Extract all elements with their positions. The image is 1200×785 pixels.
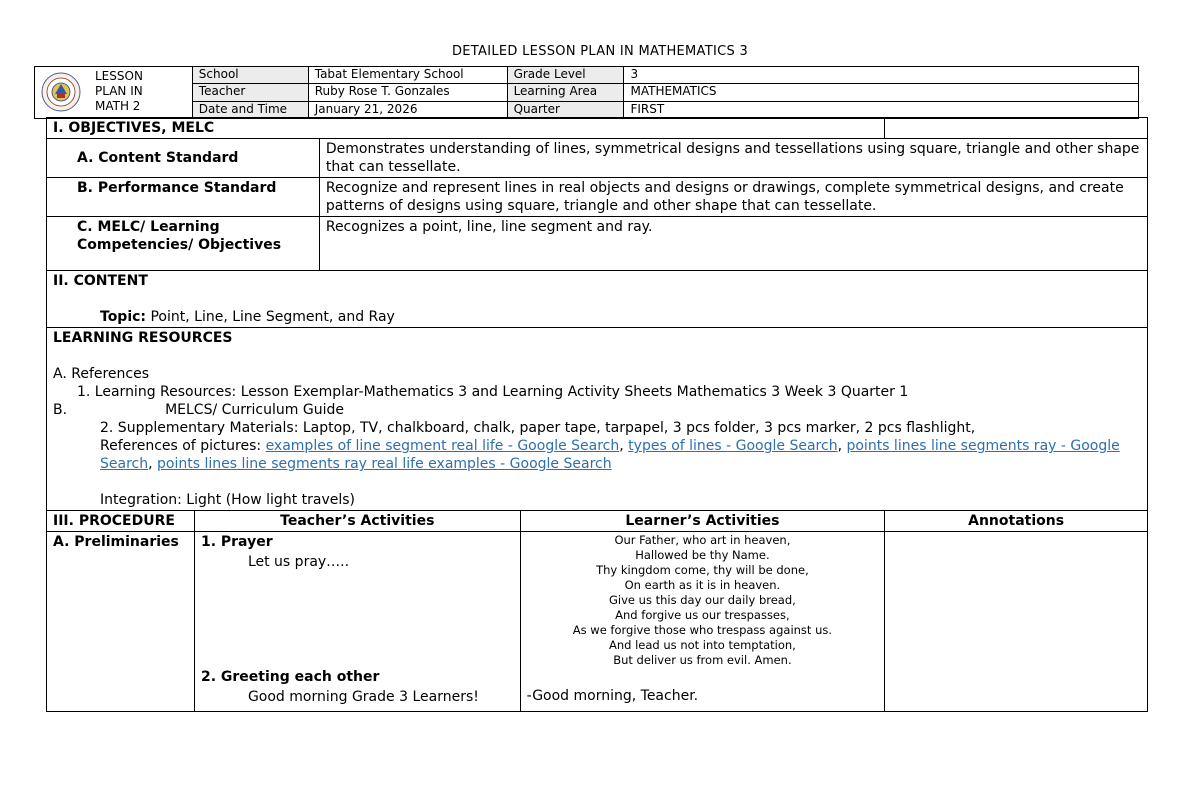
greeting-title: 2. Greeting each other [200, 669, 380, 685]
greeting-teacher-text: Good morning Grade 3 Learners! [247, 689, 479, 705]
lesson-plan-label: LESSON PLAN IN MATH 2 [95, 69, 143, 113]
link-points-lines-segments-ray[interactable]: points lines line segments ray - Google Search [100, 438, 1120, 472]
prayer-text: Our Father, who art in heaven, Hallowed be thy Name. Thy kingdom come, thy will be done, On earth as it is in heaven. Give us this day our daily bread, And forgive us our trespasses, As we forgive those who trespass against us. And lead us not into temptation, But deliver us from evil. Amen. [572, 533, 833, 667]
content-heading: II. CONTENT [53, 273, 148, 289]
resources-b-row: B. MELCS/ Curriculum Guide [53, 402, 344, 418]
document-title: DETAILED LESSON PLAN IN MATHEMATICS 3 [451, 44, 749, 59]
performance-standard-label: B. Performance Standard [47, 178, 320, 217]
content-standard-label: A. Content Standard [47, 139, 320, 178]
prayer-title: 1. Prayer [200, 534, 273, 550]
references-label: A. References [53, 366, 150, 382]
resources-heading: LEARNING RESOURCES [53, 330, 233, 346]
learner-activities-cell [520, 532, 885, 712]
prayer-teacher-text: Let us pray….. [247, 554, 350, 570]
logo-cell [35, 67, 193, 119]
link-line-segment-examples[interactable]: examples of line segment real life - Google Search [265, 438, 620, 454]
objectives-blank [885, 118, 1148, 139]
col-learner-activities: Learner’s Activities [520, 511, 885, 532]
teacher-label: Teacher [192, 84, 308, 101]
topic-text: Point, Line, Line Segment, and Ray [150, 309, 395, 325]
col-annotations: Annotations [885, 511, 1148, 532]
topic-label: Topic: [100, 309, 147, 325]
resources-item-1: 1. Learning Resources: Lesson Exemplar-Mathematics 3 and Learning Activity Sheets Mathematics 3 Week 3 Quarter 1 [77, 384, 909, 400]
teacher-activities-cell [194, 532, 520, 712]
melc-label: C. MELC/ Learning Competencies/ Objectives [47, 217, 320, 271]
col-teacher-activities: Teacher’s Activities [194, 511, 520, 532]
quarter-label: Quarter [507, 101, 624, 118]
col-procedure: III. PROCEDURE [47, 511, 195, 532]
resources-section [47, 328, 1148, 511]
quarter-value: FIRST [624, 101, 1139, 118]
deped-seal-icon [41, 72, 81, 112]
performance-standard-text: Recognize and represent lines in real objects and designs or drawings, complete symmetrical designs, and create patterns of designs using square, triangle and other shape that can tessellate. [319, 178, 1147, 217]
header-table [34, 66, 1139, 119]
melc-text: Recognizes a point, line, line segment and ray. [319, 217, 1147, 271]
content-standard-text: Demonstrates understanding of lines, symmetrical designs and tessellations using square, triangle and other shape that can tessellate. [319, 139, 1147, 178]
grade-level-label: Grade Level [507, 67, 624, 84]
content-section [47, 271, 1148, 328]
greeting-learner-text: -Good morning, Teacher. [526, 688, 699, 704]
date-time-label: Date and Time [192, 101, 308, 118]
lesson-plan-table [46, 117, 1148, 712]
school-label: School [192, 67, 308, 84]
grade-level-value: 3 [624, 67, 1139, 84]
school-value: Tabat Elementary School [308, 67, 507, 84]
objectives-heading: I. OBJECTIVES, MELC [47, 118, 885, 139]
integration-text: Integration: Light (How light travels) [100, 492, 356, 508]
link-real-life-examples[interactable]: points lines line segments ray real life examples - Google Search [157, 456, 612, 472]
learning-area-label: Learning Area [507, 84, 624, 101]
date-time-value: January 21, 2026 [308, 101, 507, 118]
teacher-value: Ruby Rose T. Gonzales [308, 84, 507, 101]
resources-item-2: 2. Supplementary Materials: Laptop, TV, chalkboard, chalk, paper tape, tarpapel, 3 pcs folder, 3 pcs marker, 2 pcs flashlight, References of pictures: examples of line segment real life - Google Search, types of lines - Google Search, points lines line segments ray - Google Search, points lines line segments ray real life examples - Google Search Integration: Light (How light travels) [53, 419, 1141, 509]
pictures-label: References of pictures: [100, 438, 262, 454]
annotations-cell [885, 532, 1148, 712]
learning-area-value: MATHEMATICS [624, 84, 1139, 101]
link-types-of-lines[interactable]: types of lines - Google Search [628, 438, 838, 454]
section-preliminaries: A. Preliminaries [47, 532, 195, 712]
